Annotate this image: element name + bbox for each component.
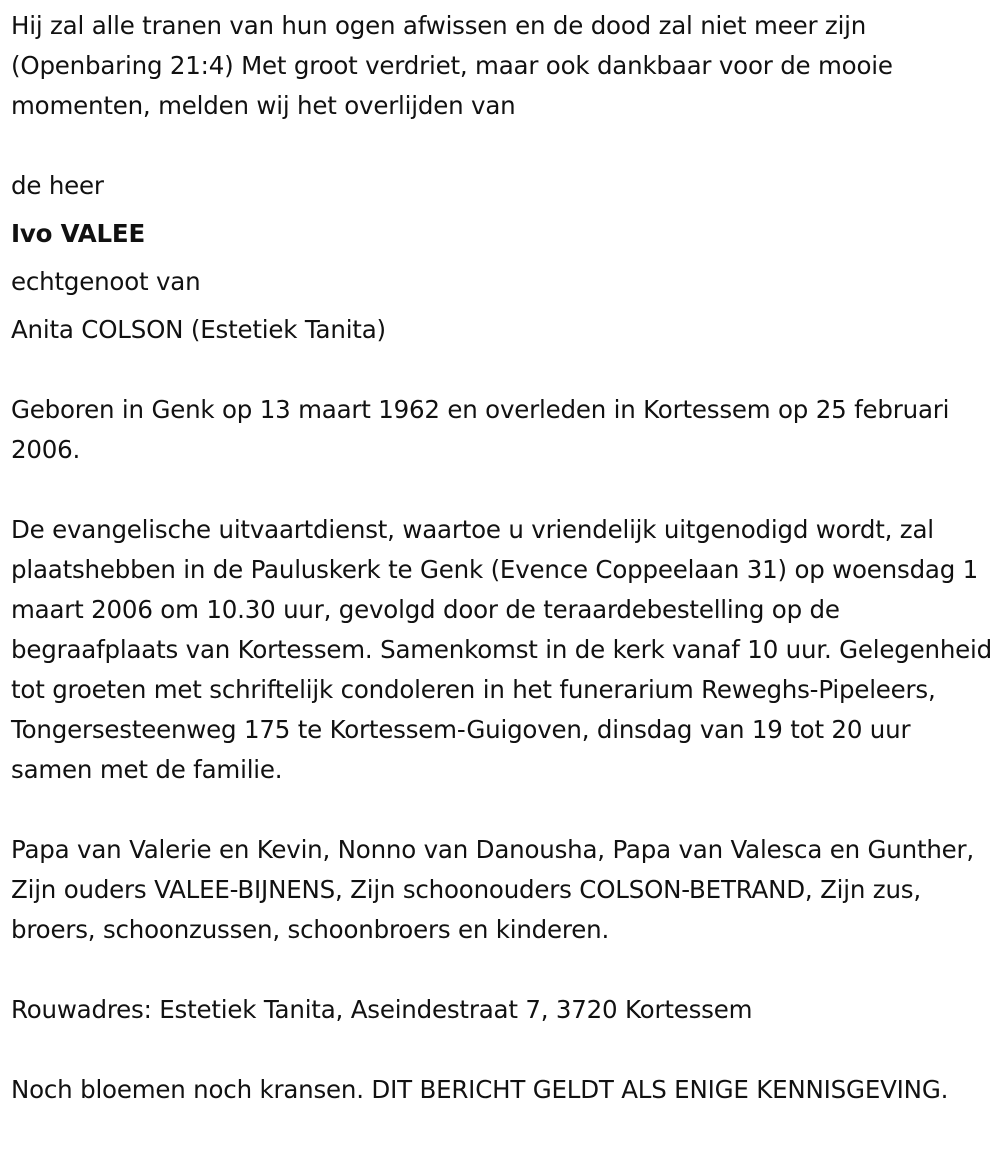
service-paragraph: De evangelische uitvaartdienst, waartoe u vriendelijk uitgenodigd wordt, zal plaatshebben in de Pauluskerk te Genk (Evence Coppeelaan 31) op woensdag 1 maart 2006 om 10.30 uur, gevolgd door de teraardebestelling op de begraafplaats van Kortessem. Samenkomst in de kerk vanaf 10 uur. Gelegenheid tot groeten met schriftelijk condoleren in het funerarium Reweghs-Pipeleers, Tongersesteenweg 175 te Kortessem-Guigoven, dinsdag van 19 tot 20 uur samen met de familie. bbox=[11, 515, 992, 784]
mourning-address: Rouwadres: Estetiek Tanita, Aseindestraat 7, 3720 Kortessem bbox=[11, 995, 753, 1024]
deceased-name: Ivo VALEE bbox=[11, 219, 145, 248]
family-paragraph: Papa van Valerie en Kevin, Nonno van Danousha, Papa van Valesca en Gunther, Zijn ouders VALEE-BIJNENS, Zijn schoonouders COLSON-BETRAND, Zijn zus, broers, schoonzussen, schoonbroers en kinderen. bbox=[11, 835, 975, 944]
salutation: de heer bbox=[11, 171, 104, 200]
birth-death-paragraph: Geboren in Genk op 13 maart 1962 en overleden in Kortessem op 25 februari 2006. bbox=[11, 395, 950, 464]
death-notice bbox=[11, 6, 996, 1110]
intro-paragraph: Hij zal alle tranen van hun ogen afwissen en de dood zal niet meer zijn (Openbaring 21:4) Met groot verdriet, maar ook dankbaar voor de mooie momenten, melden wij het overlijden van bbox=[11, 11, 893, 120]
relation-text: echtgenoot van bbox=[11, 267, 201, 296]
spouse-name: Anita COLSON (Estetiek Tanita) bbox=[11, 315, 386, 344]
closing-paragraph: Noch bloemen noch kransen. DIT BERICHT GELDT ALS ENIGE KENNISGEVING. bbox=[11, 1075, 949, 1104]
